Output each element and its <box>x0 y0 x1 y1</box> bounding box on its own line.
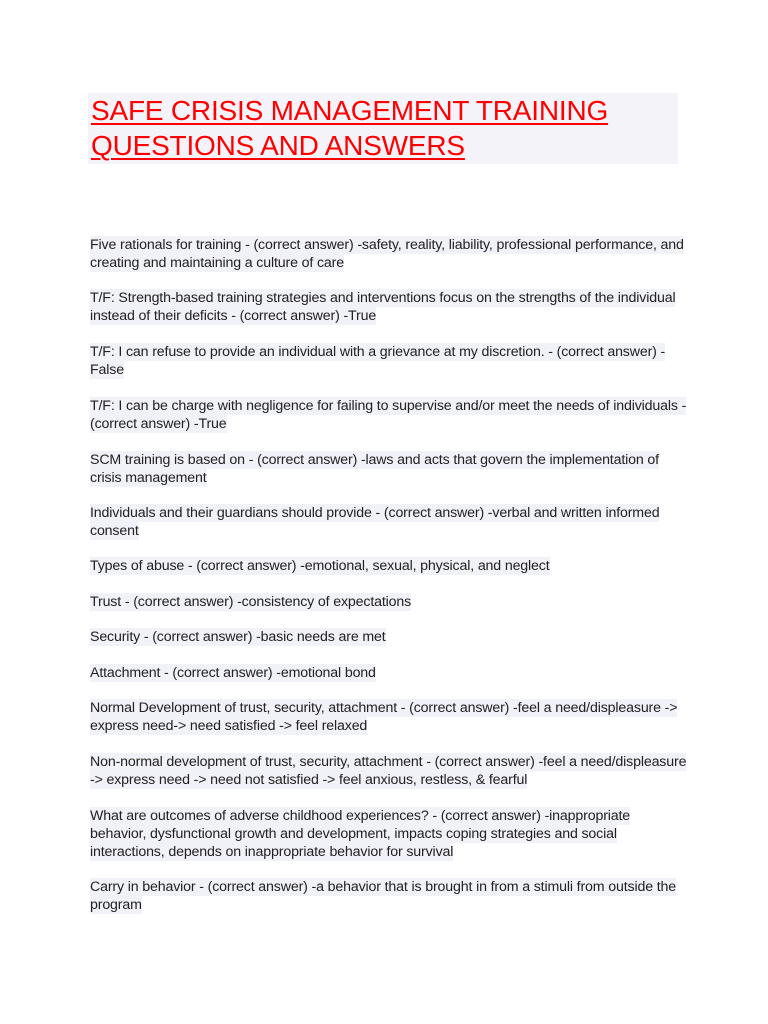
qa-item-text: Individuals and their guardians should provide - (correct answer) -verbal and written informed consent <box>90 505 660 539</box>
qa-item <box>90 807 690 861</box>
qa-item-text: Non-normal development of trust, security, attachment - (correct answer) -feel a need/displeasure -> express need -> need not satisfied -> feel anxious, restless, & fearful <box>90 754 687 788</box>
qa-item <box>90 397 690 433</box>
qa-item-text: SCM training is based on - (correct answer) -laws and acts that govern the implementation of crisis management <box>90 452 659 486</box>
qa-item <box>90 504 690 540</box>
qa-item-text: Security - (correct answer) -basic needs are met <box>90 629 386 645</box>
qa-item-text: T/F: I can be charge with negligence for failing to supervise and/or meet the needs of individuals - (correct answer) -True <box>90 398 687 432</box>
qa-item <box>90 628 690 646</box>
qa-item-text: Five rationals for training - (correct answer) -safety, reality, liability, professional performance, and creating and maintaining a culture of care <box>90 237 684 271</box>
document-title <box>88 93 678 164</box>
qa-item <box>90 753 690 789</box>
qa-item <box>90 451 690 487</box>
qa-item <box>90 289 690 325</box>
qa-item-text: Types of abuse - (correct answer) -emotional, sexual, physical, and neglect <box>90 558 550 574</box>
qa-item <box>90 593 690 611</box>
qa-item-text: Attachment - (correct answer) -emotional bond <box>90 665 376 681</box>
title-line-2: QUESTIONS AND ANSWERS <box>91 130 465 161</box>
qa-item <box>90 664 690 682</box>
qa-item <box>90 343 690 379</box>
qa-item-text: T/F: I can refuse to provide an individual with a grievance at my discretion. - (correct answer) -False <box>90 344 666 378</box>
qa-item-text: Normal Development of trust, security, attachment - (correct answer) -feel a need/displeasure -> express need-> need satisfied -> feel relaxed <box>90 700 678 734</box>
title-line-1: SAFE CRISIS MANAGEMENT TRAINING <box>91 95 609 126</box>
qa-item-text: T/F: Strength-based training strategies and interventions focus on the strengths of the individual instead of their deficits - (correct answer) -True <box>90 290 676 324</box>
qa-item <box>90 699 690 735</box>
qa-item-text: What are outcomes of adverse childhood experiences? - (correct answer) -inappropriate behavior, dysfunctional growth and development, impacts coping strategies and social interactions, depends on inappropriate behavior for survival <box>90 808 631 860</box>
qa-item <box>90 557 690 575</box>
qa-item <box>90 236 690 272</box>
qa-item-text: Trust - (correct answer) -consistency of expectations <box>90 594 412 610</box>
qa-item <box>90 878 690 914</box>
qa-item-text: Carry in behavior - (correct answer) -a behavior that is brought in from a stimuli from outside the program <box>90 879 676 913</box>
